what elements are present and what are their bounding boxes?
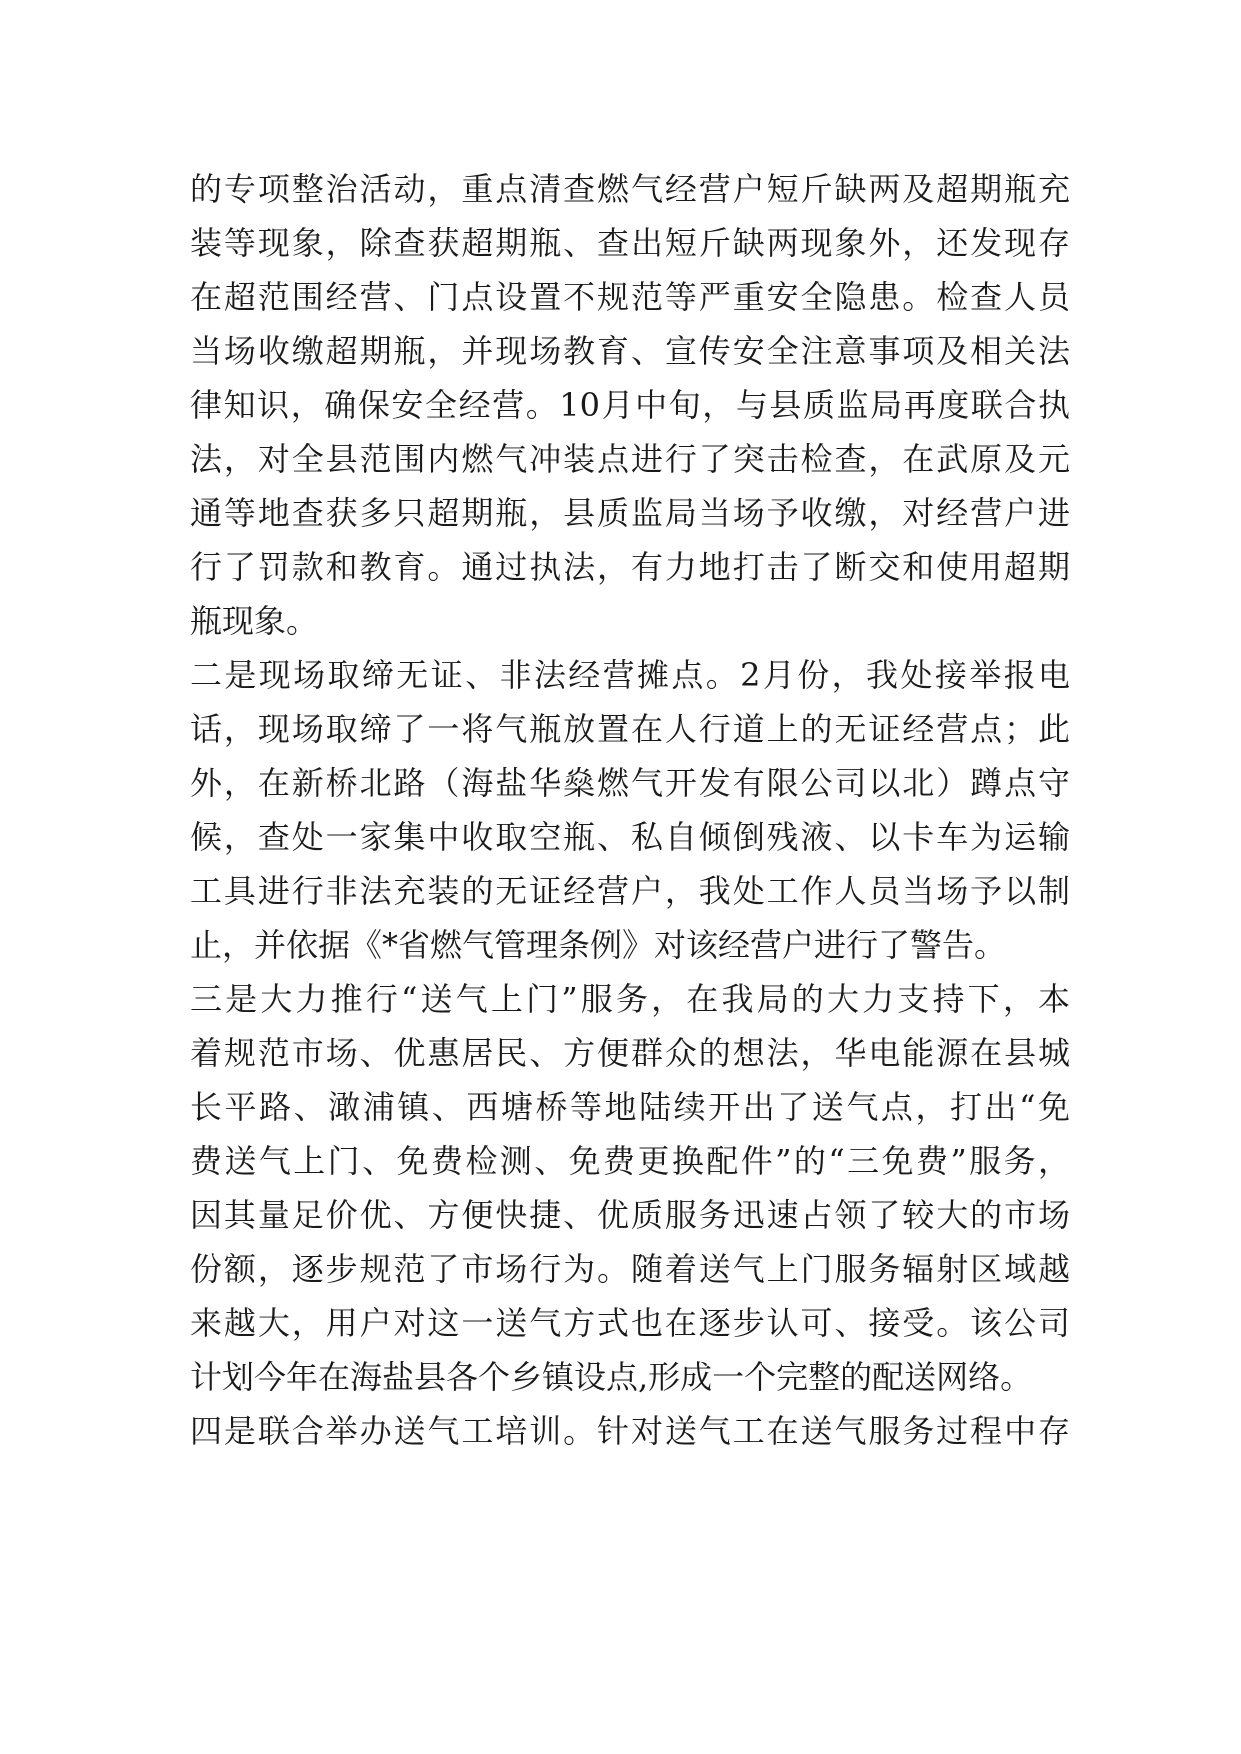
text-line: 在超范围经营、门点设置不规范等严重安全隐患。检查人员 (190, 278, 1070, 316)
text-line: 当场收缴超期瓶，并现场教育、宣传安全注意事项及相关法 (190, 332, 1070, 370)
text-line: 瓶现象。 (190, 602, 319, 640)
text-line: 律知识，确保安全经营。10月中旬，与县质监局再度联合执 (190, 386, 1070, 424)
text-line: 费送气上门、免费检测、免费更换配件”的“三免费”服务， (190, 1142, 1070, 1180)
text-line: 份额，逐步规范了市场行为。随着送气上门服务辐射区域越 (190, 1250, 1070, 1288)
body-text (190, 162, 1070, 1458)
text-line: 长平路、澉浦镇、西塘桥等地陆续开出了送气点，打出“免 (190, 1088, 1070, 1126)
text-line: 工具进行非法充装的无证经营户，我处工作人员当场予以制 (190, 872, 1070, 910)
text-line: 话，现场取缔了一将气瓶放置在人行道上的无证经营点；此 (190, 710, 1070, 748)
text-line: 行了罚款和教育。通过执法，有力地打击了断交和使用超期 (190, 548, 1070, 586)
text-line: 装等现象，除查获超期瓶、查出短斤缺两现象外，还发现存 (190, 224, 1070, 262)
text-line: 的专项整治活动，重点清查燃气经营户短斤缺两及超期瓶充 (190, 170, 1070, 208)
text-line: 来越大，用户对这一送气方式也在逐步认可、接受。该公司 (190, 1304, 1070, 1342)
text-line: 计划今年在海盐县各个乡镇设点,形成一个完整的配送网络。 (190, 1358, 1033, 1396)
text-line: 三是大力推行“送气上门”服务，在我局的大力支持下，本 (190, 980, 1070, 1018)
text-line: 二是现场取缔无证、非法经营摊点。2月份，我处接举报电 (190, 656, 1070, 694)
text-line: 止，并依据《*省燃气管理条例》对该经营户进行了警告。 (190, 926, 1007, 964)
text-line: 候，查处一家集中收取空瓶、私自倾倒残液、以卡车为运输 (190, 818, 1070, 856)
text-line: 外，在新桥北路（海盐华燊燃气开发有限公司以北）蹲点守 (190, 764, 1070, 802)
text-line: 四是联合举办送气工培训。针对送气工在送气服务过程中存 (190, 1412, 1070, 1450)
text-line: 着规范市场、优惠居民、方便群众的想法，华电能源在县城 (190, 1034, 1070, 1072)
text-line: 法，对全县范围内燃气冲装点进行了突击检查，在武原及元 (190, 440, 1070, 478)
text-line: 通等地查获多只超期瓶，县质监局当场予收缴，对经营户进 (190, 494, 1070, 532)
text-line: 因其量足价优、方便快捷、优质服务迅速占领了较大的市场 (190, 1196, 1070, 1234)
